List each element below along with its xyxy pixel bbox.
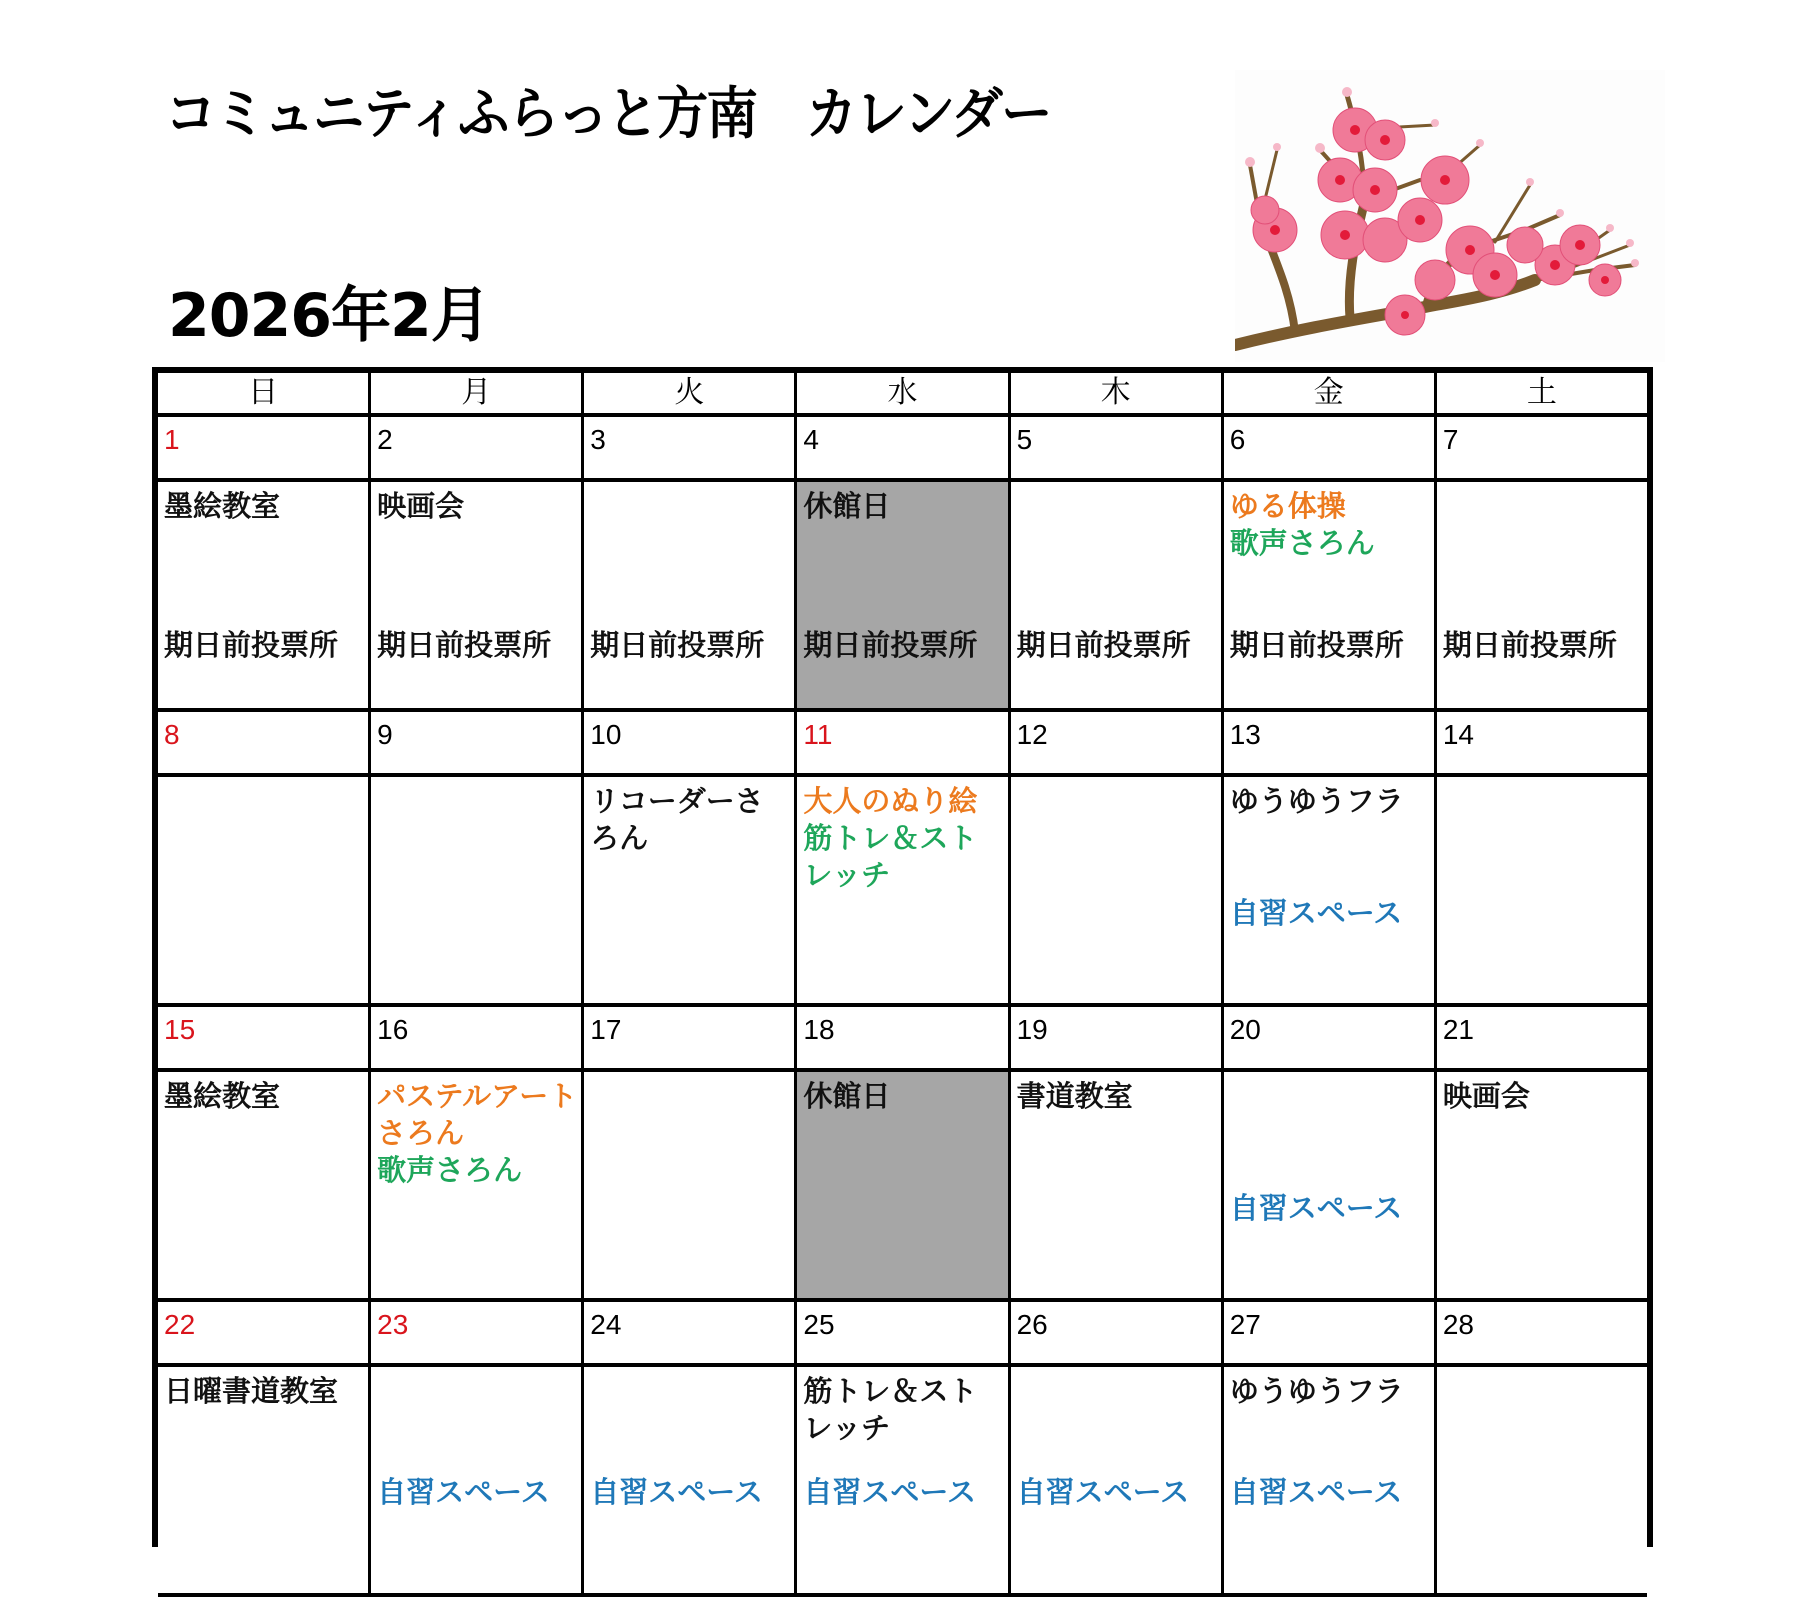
event-cell[interactable] <box>1224 482 1437 708</box>
event-cell[interactable] <box>584 777 797 1003</box>
event-cell[interactable] <box>1437 1072 1647 1298</box>
date-number: 24 <box>590 1309 622 1340</box>
date-number: 28 <box>1442 1309 1474 1340</box>
event-cell[interactable] <box>584 1367 797 1593</box>
event-label: ゆる体操 <box>1229 489 1346 523</box>
date-cell[interactable] <box>1437 417 1647 478</box>
date-cell[interactable] <box>1224 1007 1437 1068</box>
date-cell[interactable] <box>1224 1302 1437 1363</box>
event-list-top <box>1230 1373 1430 1410</box>
date-cell[interactable] <box>584 1007 797 1068</box>
date-number: 13 <box>1229 719 1261 750</box>
event-cell[interactable] <box>1011 777 1224 1003</box>
date-number: 11 <box>803 719 833 750</box>
event-cell[interactable] <box>1224 777 1437 1003</box>
date-number: 9 <box>377 719 393 750</box>
event-label: 映画会 <box>1442 1079 1530 1113</box>
event-label: 休館日 <box>803 489 891 523</box>
date-number: 6 <box>1229 424 1246 455</box>
date-number: 19 <box>1016 1014 1048 1045</box>
date-number: 14 <box>1442 719 1474 750</box>
event-row <box>158 777 1647 1007</box>
event-list-lower <box>590 1474 790 1511</box>
event-label: 墨絵教室 <box>164 489 281 523</box>
date-cell[interactable] <box>584 417 797 478</box>
calendar-week <box>158 1302 1647 1597</box>
event-label: 自習スペース <box>803 1475 976 1509</box>
month-label: 2026年2月 <box>168 281 490 351</box>
plum-blossom-icon <box>1235 70 1665 362</box>
event-cell[interactable] <box>797 777 1010 1003</box>
event-cell[interactable] <box>1437 482 1647 708</box>
event-label: 墨絵教室 <box>164 1079 281 1113</box>
event-list-bottom <box>590 627 790 664</box>
event-list-top <box>164 488 364 525</box>
event-label: 歌声さろん <box>1229 526 1375 560</box>
weekday-header-row <box>158 373 1647 417</box>
date-cell[interactable] <box>584 712 797 773</box>
date-number: 3 <box>590 424 606 455</box>
date-cell[interactable] <box>1011 1302 1224 1363</box>
event-cell[interactable] <box>158 1367 371 1593</box>
event-label: 期日前投票所 <box>164 628 339 662</box>
event-cell[interactable] <box>371 777 584 1003</box>
event-list-lower <box>1230 1474 1430 1511</box>
event-label: 期日前投票所 <box>803 628 978 662</box>
event-list-bottom <box>377 627 577 664</box>
date-number: 15 <box>164 1014 196 1045</box>
event-list-bottom <box>803 627 1003 664</box>
date-number: 27 <box>1229 1309 1261 1340</box>
date-number: 7 <box>1442 424 1459 455</box>
event-cell[interactable] <box>371 482 584 708</box>
event-label: 映画会 <box>377 489 465 523</box>
event-cell[interactable] <box>1224 1072 1437 1298</box>
event-list-top <box>803 488 1003 525</box>
date-cell[interactable] <box>797 712 1010 773</box>
event-label: 自習スペース <box>377 1475 550 1509</box>
event-label: 筋トレ＆ストレッチ <box>803 1374 978 1445</box>
event-label: 自習スペース <box>1016 1475 1190 1509</box>
date-number: 4 <box>803 424 819 455</box>
calendar-week <box>158 712 1647 1007</box>
event-cell[interactable] <box>1011 1367 1224 1593</box>
date-cell[interactable] <box>1011 1007 1224 1068</box>
event-list-top <box>1230 783 1430 820</box>
event-list-lower <box>1017 1474 1217 1511</box>
event-label: 自習スペース <box>1229 1475 1403 1509</box>
event-cell[interactable] <box>1437 777 1647 1003</box>
event-list-top <box>590 783 790 857</box>
date-number: 16 <box>377 1014 409 1045</box>
event-cell[interactable] <box>1437 1367 1647 1593</box>
date-cell[interactable] <box>371 1302 584 1363</box>
date-cell[interactable] <box>1437 712 1647 773</box>
event-row <box>158 1367 1647 1597</box>
date-row <box>158 417 1647 482</box>
event-label: 書道教室 <box>1016 1079 1133 1113</box>
date-cell[interactable] <box>797 417 1010 478</box>
date-number: 18 <box>803 1014 835 1045</box>
date-number: 10 <box>590 719 622 750</box>
event-list-top <box>803 1078 1003 1115</box>
event-label: 日曜書道教室 <box>164 1374 339 1408</box>
event-list-top <box>1443 1078 1643 1115</box>
event-row <box>158 1072 1647 1302</box>
event-list-top <box>164 1078 364 1115</box>
event-label: 自習スペース <box>590 1475 763 1509</box>
event-label: 期日前投票所 <box>590 628 765 662</box>
weekday-sun: 日 <box>158 373 371 413</box>
event-cell[interactable] <box>371 1367 584 1593</box>
weekday-mon: 月 <box>371 373 584 413</box>
event-cell[interactable] <box>158 482 371 708</box>
weekday-wed: 水 <box>797 373 1010 413</box>
date-cell[interactable] <box>797 1302 1010 1363</box>
calendar-week <box>158 417 1647 712</box>
date-number: 26 <box>1016 1309 1048 1340</box>
date-number: 5 <box>1016 424 1033 455</box>
event-list-mid <box>1230 895 1430 932</box>
event-label: ゆうゆうフラ <box>1229 1374 1404 1408</box>
date-cell[interactable] <box>1224 712 1437 773</box>
event-row <box>158 482 1647 712</box>
date-number: 17 <box>590 1014 622 1045</box>
event-label: 自習スペース <box>1229 896 1403 930</box>
date-number: 2 <box>377 424 393 455</box>
event-cell-closed-day[interactable] <box>797 1072 1010 1298</box>
event-cell[interactable] <box>584 1072 797 1298</box>
event-cell[interactable] <box>371 1072 584 1298</box>
date-cell[interactable] <box>371 417 584 478</box>
weekday-sat: 土 <box>1526 375 1557 410</box>
date-cell[interactable] <box>158 1007 371 1068</box>
event-list-bottom <box>1017 627 1217 664</box>
event-list-top <box>803 783 1003 894</box>
event-list-top <box>377 1078 577 1189</box>
weekday-fri: 金 <box>1224 373 1437 413</box>
event-label: 期日前投票所 <box>1016 628 1191 662</box>
date-cell[interactable] <box>1437 1007 1647 1068</box>
event-cell[interactable] <box>158 1072 371 1298</box>
date-number: 23 <box>377 1309 409 1340</box>
event-label: 休館日 <box>803 1079 891 1113</box>
event-list-lower <box>377 1474 577 1511</box>
date-cell[interactable] <box>797 1007 1010 1068</box>
calendar-week <box>158 1007 1647 1302</box>
date-number: 21 <box>1442 1014 1474 1045</box>
event-cell[interactable] <box>584 482 797 708</box>
date-number: 12 <box>1016 719 1048 750</box>
event-cell[interactable] <box>797 1367 1010 1593</box>
event-list-bottom <box>164 627 364 664</box>
date-number: 1 <box>164 424 180 455</box>
date-row <box>158 1302 1647 1367</box>
event-label: 歌声さろん <box>377 1153 523 1187</box>
event-label: ゆうゆうフラ <box>1229 784 1404 818</box>
date-cell[interactable] <box>371 712 584 773</box>
date-number: 8 <box>164 719 180 750</box>
weekday-tue: 火 <box>584 373 797 413</box>
event-list-bottom <box>1443 627 1643 664</box>
event-list-top <box>1230 488 1430 562</box>
calendar-title: コミュニティふらっと方南 カレンダー <box>165 82 1051 147</box>
event-label: 大人のぬり絵 <box>803 784 978 818</box>
event-list-top <box>377 488 577 525</box>
event-cell[interactable] <box>1011 482 1224 708</box>
date-cell[interactable] <box>158 712 371 773</box>
event-cell-closed-day[interactable] <box>797 482 1010 708</box>
event-label: パステルアートさろん <box>377 1079 578 1150</box>
date-row <box>158 1007 1647 1072</box>
event-label: 期日前投票所 <box>377 628 552 662</box>
event-list-lower <box>803 1474 1003 1511</box>
date-cell[interactable] <box>1011 712 1224 773</box>
date-number: 25 <box>803 1309 835 1340</box>
event-list-top <box>1017 1078 1217 1115</box>
date-row <box>158 712 1647 777</box>
event-list-top <box>164 1373 364 1410</box>
event-cell[interactable] <box>1011 1072 1224 1298</box>
date-cell[interactable] <box>1011 417 1224 478</box>
event-list-bottom <box>1230 627 1430 664</box>
event-label: 筋トレ＆ストレッチ <box>803 821 978 892</box>
date-number: 22 <box>164 1309 196 1340</box>
date-number: 20 <box>1229 1014 1261 1045</box>
event-label: 期日前投票所 <box>1442 628 1617 662</box>
date-cell[interactable] <box>371 1007 584 1068</box>
event-list-top <box>803 1373 1003 1447</box>
event-list-mid <box>1230 1190 1430 1227</box>
weekday-thu: 木 <box>1011 373 1224 413</box>
event-cell[interactable] <box>1224 1367 1437 1593</box>
event-cell[interactable] <box>158 777 371 1003</box>
event-label: リコーダーさろん <box>590 784 764 855</box>
date-cell[interactable] <box>158 417 371 478</box>
date-cell[interactable] <box>1224 417 1437 478</box>
date-cell[interactable] <box>158 1302 371 1363</box>
date-cell[interactable] <box>584 1302 797 1363</box>
calendar-grid <box>152 367 1653 1547</box>
date-cell[interactable] <box>1437 1302 1647 1363</box>
event-label: 自習スペース <box>1229 1191 1403 1225</box>
event-label: 期日前投票所 <box>1229 628 1404 662</box>
